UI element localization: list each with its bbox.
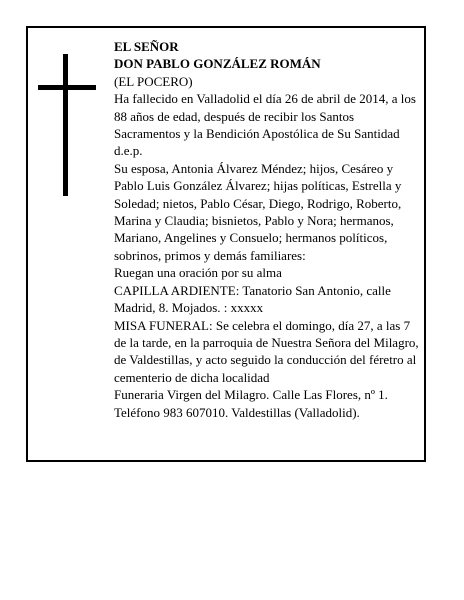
chapel-info: CAPILLA ARDIENTE: Tanatorio San Antonio, calle Madrid, 8. Mojados. : xxxxx bbox=[114, 282, 391, 316]
title-line-1: EL SEÑOR bbox=[114, 39, 179, 54]
death-notice: Ha fallecido en Valladolid el día 26 de abril de 2014, a los 88 años de edad, después de recibir los Santos Sacramentos y la Bendición Apostólica de Su Santidad bbox=[114, 91, 416, 142]
funeral-home-info: Funeraria Virgen del Milagro. Calle Las Flores, nº 1. Teléfono 983 607010. Valdestillas (Valladolid). bbox=[114, 387, 388, 420]
family-list: Su esposa, Antonia Álvarez Méndez; hijos, Cesáreo y Pablo Luis González Álvarez; hijas políticas, Estrella y Soledad; nietos, Pablo César, Diego, Rodrigo, Roberto, Marina y Claudia; bisnietos, Pablo y Nora; hermanos, Mariano, Angelines y Consuelo; hermanos políticos, sobrinos, primos y demás familiares: bbox=[114, 160, 402, 263]
cross-horizontal-bar bbox=[38, 85, 96, 90]
prayer-request: Ruegan una oración por su alma bbox=[114, 265, 282, 281]
nickname: (EL POCERO) bbox=[114, 73, 193, 89]
cross-icon bbox=[38, 54, 96, 196]
funeral-mass-info: MISA FUNERAL: Se celebra el domingo, día 27, a las 7 de la tarde, en la parroquia de Nuestra Señora del Milagro, de Valdestillas, y acto seguido la conducción del féretro al cementerio de dicha localidad bbox=[114, 317, 419, 385]
obituary-text bbox=[114, 38, 422, 421]
deceased-name: DON PABLO GONZÁLEZ ROMÁN bbox=[114, 56, 321, 72]
cross-vertical-bar bbox=[63, 54, 68, 196]
dep-abbreviation: d.e.p. bbox=[114, 143, 143, 159]
